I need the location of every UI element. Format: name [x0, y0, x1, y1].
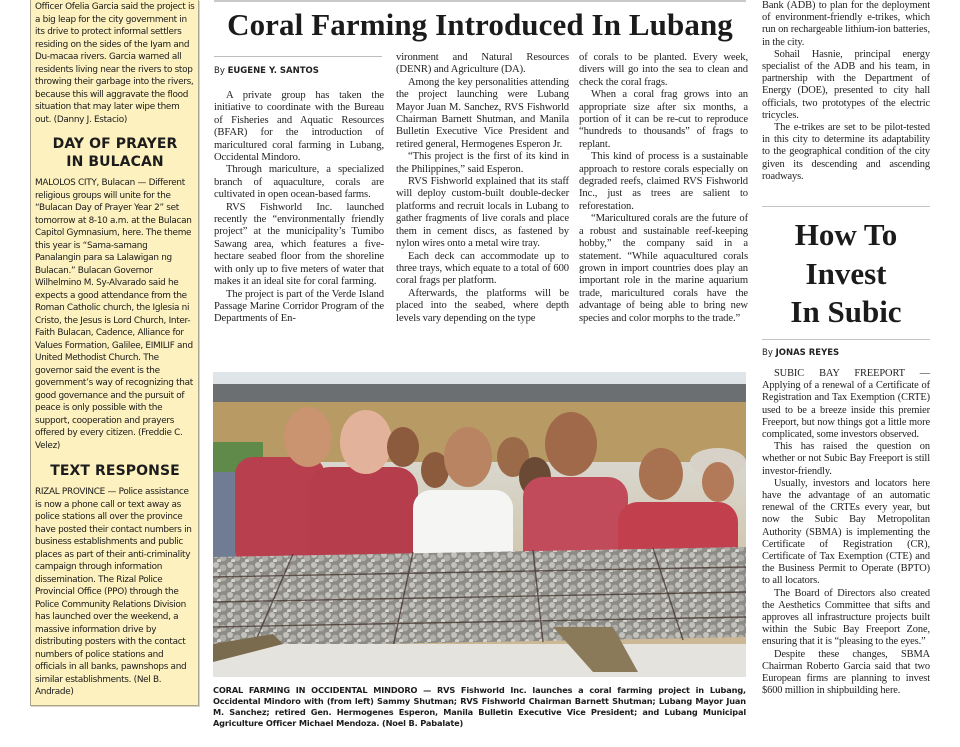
paragraph: The Board of Directors also created the Aesthetics Committee that sifts and approves all infrastructure projects built within the Subic Bay Freeport Zone, ensuring that it is “pleasing to the eyes.”: [762, 587, 930, 648]
main-headline: Coral Farming Introduced In Lubang: [227, 7, 733, 42]
brief-text-response-body: RIZAL PROVINCE — Police assistance is now a phone call or text away as police stations all over the province have posted their contact numbers in business establishments and public places as part of their anti-criminality campaign through information dissemination. The Rizal Police Provincial Office (PPO) through the Police Community Relations Division has launched over the weekend, a massive information drive by distributing posters with the contact numbers of police stations and officials in all banks, pawnshops and similar establishments. (Nel B. Andrade): [35, 487, 192, 697]
paragraph: Among the key personalities attending the project launching were Lubang Mayor Juan M. Sanchez, RVS Fishworld Chairman Barnett Shutman, and Manila Bulletin Executive Vice President and retired general, Hermogenes Esperon Jr.: [396, 76, 569, 150]
brief-bulacan-body: MALOLOS CITY, Bulacan — Different religious groups will unite for the “Bulacan Day of Prayer Year 2” set tomorrow at 8-10 a.m. at the Bulacan Capitol Gymnasium, here. The theme this year is “Sama-samang Panalangin para sa Lalawigan ng Bulacan.” Bulacan Governor Wilhelmino M. Sy-Alvarado said he expects a good attendance from the Roman Catholic church, the Iglesia ni Cristo, the Jesus is Lord Church, Inter-Faith Bulacan, Cadence, Alliance for Values Formation, Galilee, EIMILIF and United Methodist Church. The governor said the event is the government’s way of recognizing that good governance and the pursuit of peace is only possible with the support, cooperation and prayers offered by every citizen. (Freddie C. Velez): [35, 178, 193, 451]
brief-garcia-body: Officer Ofelia Garcia said the project is a big leap for the city government in its drive to protect informal settlers residing on the sides of the Iyam and Du-macaa rivers. Garcia warned all residents living near the rivers to stop throwing their garbage into the rivers, because this will aggravate the flood situation that may later wipe them out. (Danny J. Estacio): [35, 2, 195, 125]
etrike-story: [762, 0, 930, 183]
paragraph: A private group has taken the initiative to coordinate with the Bureau of Fisheries and Aquatic Resources (BFAR) for the introduction of maricultured coral farming in Lubang, Occidental Mindoro.: [214, 90, 384, 164]
paragraph: RVS Fishworld explained that its staff will deploy custom-built double-decker platforms and recruit locals in Lubang to gather fragments of live corals and place them in cement discs, as fastened by nylon wires onto a metal wire tray.: [396, 176, 569, 250]
paragraph: Each deck can accommodate up to three trays, which equate to a total of 600 coral frags per platform.: [396, 250, 569, 287]
byline-prefix: By: [762, 348, 773, 358]
subic-headline-line1: How To: [794, 217, 898, 252]
section-rule: [762, 206, 930, 207]
subic-headline-line2: Invest: [805, 255, 887, 291]
paragraph: Bank (ADB) to plan for the deployment of environment-friendly e-trikes, which run on rechargeable lithium-ion batteries, in the city.: [762, 0, 930, 48]
byline-rule: [214, 56, 382, 57]
brief-bulacan-title-line2: IN BULACAN: [66, 154, 164, 170]
paragraph: The project is part of the Verde Island Passage Marine Corridor Program of the Departments of En-: [214, 288, 384, 325]
paragraph: vironment and Natural Resources (DENR) and Agriculture (DA).: [396, 52, 569, 76]
paragraph: RVS Fishworld Inc. launched recently the “environmentally friendly project” at the municipality’s Tumibo Sawang area, which features a five-hectare seabed floor from the shoreline with only up to five meters of water that makes it an ideal site for coral farming.: [214, 201, 384, 288]
paragraph: This kind of process is a sustainable approach to restore corals especially on degraded reefs, claimed RVS Fishworld Inc., just as trees are salient to reforestation.: [579, 151, 748, 212]
paragraph: SUBIC BAY FREEPORT — Applying of a renewal of a Certificate of Registration and Tax Exemption (CRTE) used to be a breeze inside this premier Freeport, but now things got a little more complicated, some investors observed.: [762, 368, 930, 441]
subic-byline: [762, 348, 839, 358]
paragraph: of corals to be planted. Every week, divers will go into the sea to clean and check the coral frags.: [579, 52, 748, 88]
byline-rule: [762, 339, 930, 340]
paragraph: “This project is the first of its kind in the Philippines,” said Esperon.: [396, 151, 569, 175]
byline-author: EUGENE Y. SANTOS: [227, 66, 319, 76]
paragraph: When a coral frag grows into an appropriate size after six months, a portion of it can be re-cut to reproduce “hundreds to thousands” of frags to replant.: [579, 89, 748, 150]
paragraph: Afterwards, the platforms will be placed into the seabed, where depth levels vary depending on the type: [396, 287, 569, 324]
news-briefs-sidebar: [30, 0, 199, 706]
main-byline: [214, 66, 319, 76]
subic-headline-line3: In Subic: [790, 294, 902, 329]
paragraph: Despite these changes, SBMA Chairman Roberto Garcia said that two European firms are planning to invest $600 million in shipbuilding here.: [762, 648, 930, 697]
photo-caption: CORAL FARMING IN OCCIDENTAL MINDORO — RVS Fishworld Inc. launches a coral farming project in Lubang, Occidental Mindoro with (from left) Sammy Shutman; RVS Fishworld Chairman Barnett Shutman; Lubang Mayor Juan M. Sanchez; retired Gen. Hermogenes Esperon, Manila Bulletin Executive Vice President; and Lubang Municipal Agriculture Officer Michael Mendoza. (Noel B. Pabalate): [213, 685, 746, 728]
coral-trays: [213, 547, 746, 647]
brief-text-response-title: TEXT RESPONSE: [50, 463, 180, 479]
paragraph: “Maricultured corals are the future of a robust and sustainable reef-keeping hobby,” the company said in a statement. “While aquacultured corals grown in import countries does play an important role in the marine aquarium trade, maricultured corals have the advantage of being able to bring new species and color morphs to the trade.”: [579, 213, 748, 324]
concrete-base: [213, 644, 746, 677]
tent-frame: [213, 384, 746, 402]
brief-bulacan-title-line1: DAY OF PRAYER: [52, 136, 178, 152]
paragraph: Sohail Hasnie, principal energy specialist of the ADB and his team, in partnership with the Department of Energy (DOE), presented to city hall officials, two prototypes of the electric tricycles.: [762, 48, 930, 121]
top-rule: [214, 0, 746, 2]
article-column-1: [214, 90, 384, 326]
byline-prefix: By: [214, 66, 225, 76]
brief-bulacan-title: [35, 135, 195, 171]
paragraph: Through mariculture, a specialized branch of aquaculture, corals are cultivated in open ocean-based farms.: [214, 164, 384, 201]
photo-illustration: [213, 372, 746, 677]
subic-headline: [762, 216, 930, 332]
subic-story-body: [762, 368, 930, 697]
paragraph: This has raised the question on whether or not Subic Bay Freeport is still investor-friendly.: [762, 441, 930, 477]
paragraph: Usually, investors and locators here have the advantage of an automatic renewal of the CRTEs every year, but now the Subic Bay Metropolitan Authority (SBMA) is implementing the Certificate of Registration (CR), Certificate of Tax Exemption (CTE) and the Business Permit to Operate (BPTO) to all locators.: [762, 477, 930, 587]
byline-author: JONAS REYES: [775, 348, 840, 358]
paragraph: The e-trikes are set to be pilot-tested in this city to determine its adaptability to the geographical condition of the city given its descending and ascending roadways.: [762, 122, 930, 182]
article-column-3: [579, 52, 748, 325]
coral-farming-photo: [213, 372, 746, 677]
article-column-2: [396, 52, 569, 325]
